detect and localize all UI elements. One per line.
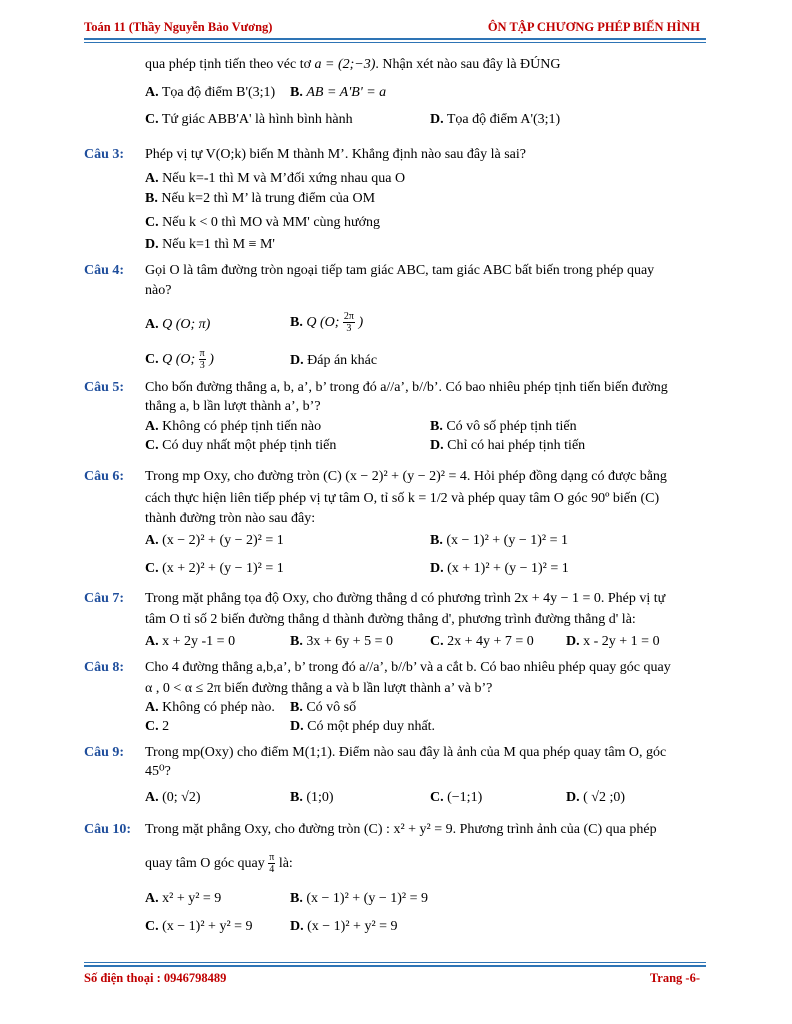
q4-option-c: C. Q (O; $\frac{\pi}{3}$ ) (145, 348, 214, 372)
q9-option-c: C. (−1;1) (430, 790, 483, 805)
q6-number: Câu 6: (84, 469, 125, 484)
q6-option-d: D. (x + 1)² + (y − 1)² = 1 (430, 561, 569, 576)
q4-b-fraction: $\frac{2\pi}{3}$ (343, 311, 354, 335)
q5-stem-line1: Cho bốn đường thẳng a, b, a’, b’ trong đó a//a’, b//b’. Có bao nhiêu phép tịnh tiến biến đường (145, 380, 668, 395)
q6-stem-line3: thành đường tròn nào sau đây: (145, 511, 316, 526)
q8-option-c: C. 2 (145, 719, 170, 734)
footer-page-number: Trang -6- (649, 971, 700, 985)
q4-number: Câu 4: (84, 263, 125, 278)
q9-option-b: B. (1;0) (290, 790, 334, 805)
q10-stem-line1: Trong mặt phẳng Oxy, cho đường tròn (C) : x² + y² = 9. Phương trình ảnh của (C) qua phép (145, 822, 657, 837)
q5-option-b: B. Có vô số phép tịnh tiến (430, 419, 577, 434)
q2-option-b: B. AB = A'B' = a (290, 85, 387, 100)
q9-number: Câu 9: (84, 745, 125, 760)
header-left: Toán 11 (Thầy Nguyễn Bảo Vương) (84, 20, 273, 34)
q4-c-fraction: $\frac{\pi}{3}$ (199, 348, 205, 372)
q7-option-c: C. 2x + 4y + 7 = 0 (430, 634, 534, 649)
q10-stem-line2: quay tâm O góc quay $\frac{\pi}{4}$ là: (145, 852, 293, 876)
q10-option-c: C. (x − 1)² + y² = 9 (145, 919, 253, 934)
q5-option-d: D. Chỉ có hai phép tịnh tiến (430, 438, 586, 453)
q3-option-d: D. Nếu k=1 thì M ≡ M' (145, 237, 275, 252)
q10-option-d: D. (x − 1)² + y² = 9 (290, 919, 398, 934)
q4-option-a: A. Q (O; π) (145, 317, 211, 332)
q9-option-d: D. ( √2 ;0) (566, 790, 626, 805)
q6-stem-line1: Trong mp Oxy, cho đường tròn (C) (x − 2)² + (y − 2)² = 4. Hỏi phép đồng dạng có được bằng (145, 469, 667, 484)
q2-option-d: D. Tọa độ điểm A'(3;1) (430, 112, 561, 127)
q5-number: Câu 5: (84, 380, 125, 395)
header-right: ÔN TẬP CHƯƠNG PHÉP BIẾN HÌNH (487, 20, 700, 34)
q7-option-b: B. 3x + 6y + 5 = 0 (290, 634, 394, 649)
q10-number: Câu 10: (84, 822, 132, 837)
q2-option-a: A. Tọa độ điểm B'(3;1) (145, 85, 276, 100)
q3-stem: Phép vị tự V(O;k) biến M thành M’. Khẳng định nào sau đây là sai? (145, 147, 526, 162)
q10-fraction: $\frac{\pi}{4}$ (269, 852, 275, 876)
q4-stem-line2: nào? (145, 283, 172, 298)
q4-stem-line1: Gọi O là tâm đường tròn ngoại tiếp tam giác ABC, tam giác ABC bất biến trong phép quay (145, 263, 655, 278)
q9-option-a: A. (0; √2) (145, 790, 201, 805)
q7-stem-line1: Trong mặt phẳng tọa độ Oxy, cho đường thẳng d có phương trình 2x + 4y − 1 = 0. Phép vị tự (145, 591, 666, 606)
header-rule-thin (84, 42, 706, 43)
q3-option-a: A. Nếu k=-1 thì M và M’đối xứng nhau qua O (145, 171, 406, 186)
q5-stem-line2: thẳng a, b lần lượt thành a’, b’? (145, 399, 321, 414)
q8-stem-line2: α , 0 < α ≤ 2π biến đường thẳng a và b lần lượt thành a’ và b’? (145, 681, 493, 696)
q2-stem: qua phép tịnh tiến theo véc tơ a = (2;−3). Nhận xét nào sau đây là ĐÚNG (145, 57, 561, 72)
q7-option-d: D. x - 2y + 1 = 0 (566, 634, 660, 649)
q4-option-b: B. Q (O; $\frac{2\pi}{3}$ ) (290, 311, 364, 335)
q7-option-a: A. x + 2y -1 = 0 (145, 634, 236, 649)
footer-rule (84, 965, 706, 967)
q3-number: Câu 3: (84, 147, 125, 162)
q9-stem-line1: Trong mp(Oxy) cho điểm M(1;1). Điểm nào sau đây là ảnh của M qua phép quay tâm O, góc (145, 745, 667, 760)
q9-stem-line2: 45⁰? (145, 764, 171, 779)
q8-option-b: B. Có vô số (290, 700, 357, 715)
q7-stem-line2: tâm O tỉ số 2 biến đường thẳng d thành đường thẳng d', phương trình đường thẳng d' là: (145, 612, 636, 627)
q3-option-c: C. Nếu k < 0 thì MO và MM' cùng hướng (145, 215, 381, 230)
q5-option-a: A. Không có phép tịnh tiến nào (145, 419, 322, 434)
q8-stem-line1: Cho 4 đường thẳng a,b,a’, b’ trong đó a//a’, b//b’ và a cắt b. Có bao nhiêu phép quay góc quay (145, 660, 671, 675)
q10-option-b: B. (x − 1)² + (y − 1)² = 9 (290, 891, 428, 906)
q6-option-a: A. (x − 2)² + (y − 2)² = 1 (145, 533, 284, 548)
q5-option-c: C. Có duy nhất một phép tịnh tiến (145, 438, 337, 453)
header-rule (84, 38, 706, 40)
q6-stem-line2: cách thực hiện liên tiếp phép vị tự tâm O, tỉ số k = 1/2 và phép quay tâm O góc 90º biến (C) (145, 491, 660, 506)
q6-option-c: C. (x + 2)² + (y − 1)² = 1 (145, 561, 284, 576)
q8-option-a: A. Không có phép nào. (145, 700, 275, 715)
q3-option-b: B. Nếu k=2 thì M’ là trung điểm của OM (145, 191, 376, 206)
footer-rule-thin (84, 962, 706, 963)
q2-option-c: C. Tứ giác ABB'A' là hình bình hành (145, 112, 353, 127)
footer-phone: Số điện thoại : 0946798489 (84, 971, 227, 985)
q8-number: Câu 8: (84, 660, 125, 675)
q10-option-a: A. x² + y² = 9 (145, 891, 222, 906)
q7-number: Câu 7: (84, 591, 125, 606)
q8-option-d: D. Có một phép duy nhất. (290, 719, 436, 734)
q6-option-b: B. (x − 1)² + (y − 1)² = 1 (430, 533, 568, 548)
q4-option-d: D. Đáp án khác (290, 353, 378, 368)
